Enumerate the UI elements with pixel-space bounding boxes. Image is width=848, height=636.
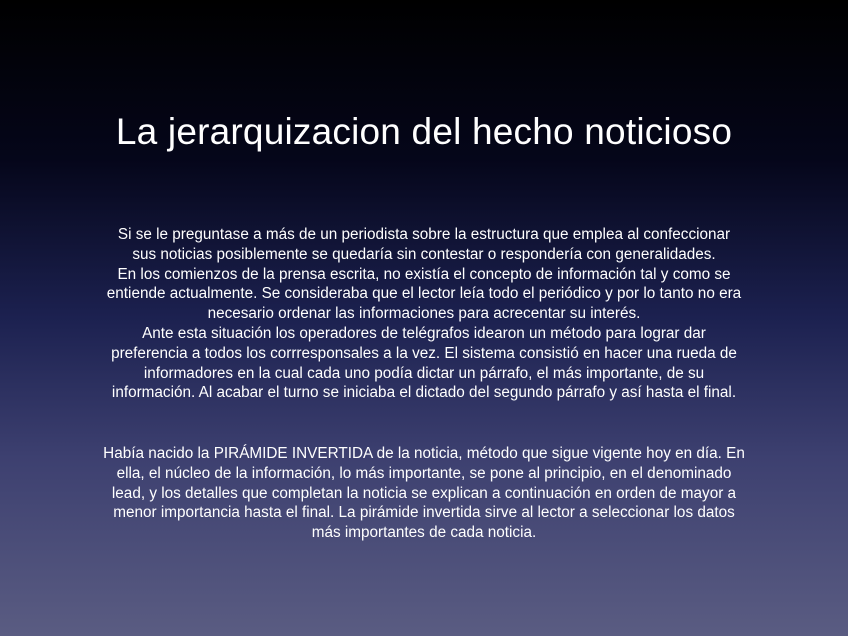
paragraph-line: necesario ordenar las informaciones para acrecentar su interés. (207, 305, 641, 323)
paragraph-line: lead, y los detalles que completan la noticia se explican a continuación en orden de mayor a (111, 484, 737, 502)
body-paragraph-2 (54, 444, 794, 543)
paragraph-line: más importantes de cada noticia. (311, 524, 537, 542)
paragraph-line: sus noticias posiblemente se quedaría sin contestar o respondería con generalidades. (132, 245, 716, 263)
body-paragraph-1 (54, 225, 794, 403)
paragraph-line: informadores en la cual cada uno podía dictar un párrafo, el más importante, de su (143, 364, 705, 382)
paragraph-line: Ante esta situación los operadores de telégrafos idearon un método para lograr dar (142, 324, 706, 342)
paragraph-line: Si se le preguntase a más de un periodista sobre la estructura que emplea al confeccionar (117, 226, 731, 243)
paragraph-line: preferencia a todos los corrresponsales a la vez. El sistema consistió en hacer una rueda de (111, 344, 737, 362)
paragraph-line: Había nacido la PIRÁMIDE INVERTIDA de la noticia, método que sigue vigente hoy en día. En (103, 445, 745, 462)
paragraph-line: ella, el núcleo de la información, lo más importante, se pone al principio, en el denominado (116, 464, 732, 482)
paragraph-line: menor importancia hasta el final. La pirámide invertida sirve al lector a seleccionar los datos (113, 504, 735, 522)
paragraph-line: En los comienzos de la prensa escrita, no existía el concepto de información tal y como se (117, 265, 731, 283)
slide-title: La jerarquizacion del hecho noticioso (115, 111, 733, 152)
paragraph-line: entiende actualmente. Se consideraba que el lector leía todo el periódico y por lo tanto no era (106, 285, 742, 303)
paragraph-line: información. Al acabar el turno se iniciaba el dictado del segundo párrafo y así hasta el final. (111, 384, 737, 402)
